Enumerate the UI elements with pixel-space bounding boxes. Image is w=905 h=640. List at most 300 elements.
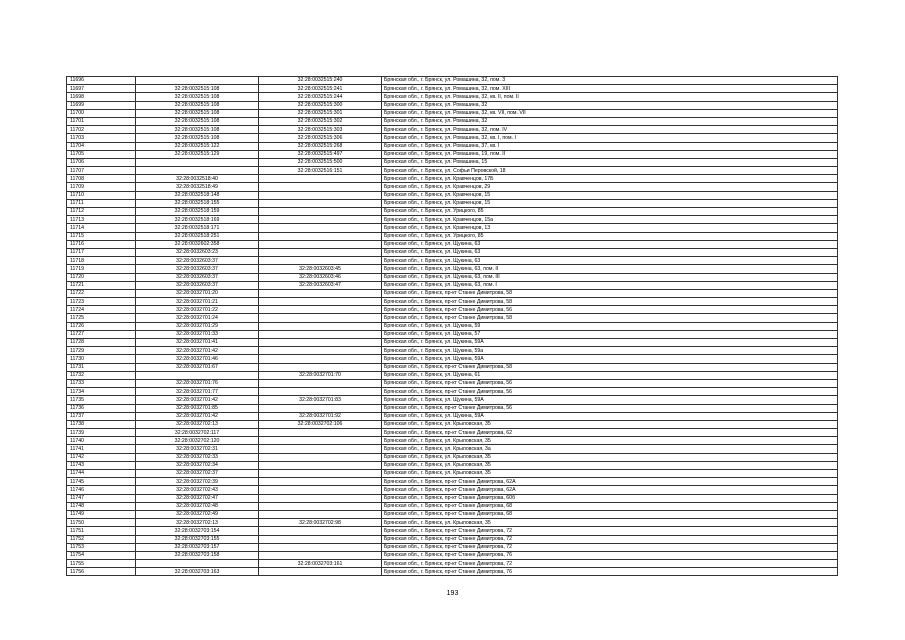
object-number-cell <box>259 232 382 240</box>
object-number-cell <box>259 478 382 486</box>
cadastral-number-cell: 32:28:0032603:37 <box>136 257 259 265</box>
object-number-cell: 32:28:0032515:268 <box>259 142 382 150</box>
table-row <box>67 224 838 232</box>
row-number-cell: 11717 <box>67 248 136 256</box>
row-number-cell: 11751 <box>67 527 136 535</box>
cadastral-number-cell: 32:28:0032701:21 <box>136 298 259 306</box>
table-row <box>67 437 838 445</box>
object-number-cell <box>259 175 382 183</box>
row-number-cell: 11728 <box>67 339 136 347</box>
cadastral-number-cell <box>136 167 259 175</box>
address-cell: Брянская обл., г. Брянск, ул. Крыловская, 35 <box>382 470 838 478</box>
table-row <box>67 158 838 166</box>
table-row <box>67 248 838 256</box>
table-row <box>67 363 838 371</box>
address-cell: Брянская обл., г. Брянск, ул. Ромашина, 19, пом. II <box>382 150 838 158</box>
address-cell: Брянская обл., г. Брянск, ул. Щукина, 63, пом. III <box>382 273 838 281</box>
object-number-cell <box>259 257 382 265</box>
table-row <box>67 330 838 338</box>
object-number-cell: 32:28:0032515:240 <box>259 77 382 85</box>
row-number-cell: 11720 <box>67 273 136 281</box>
row-number-cell: 11701 <box>67 117 136 125</box>
table-row <box>67 240 838 248</box>
object-number-cell <box>259 445 382 453</box>
cadastral-table <box>66 76 838 576</box>
object-number-cell <box>259 453 382 461</box>
cadastral-number-cell <box>136 158 259 166</box>
table-row <box>67 85 838 93</box>
table-row <box>67 298 838 306</box>
address-cell: Брянская обл., г. Брянск, ул. Урицкого, 85 <box>382 208 838 216</box>
address-cell: Брянская обл., г. Брянск, пр-кт Станке Димитрова, 60б <box>382 494 838 502</box>
object-number-cell: 32:28:0032515:301 <box>259 109 382 117</box>
row-number-cell: 11709 <box>67 183 136 191</box>
table-row <box>67 199 838 207</box>
address-cell: Брянская обл., г. Брянск, ул. Кравченцов, 13 <box>382 224 838 232</box>
cadastral-number-cell: 32:28:0032515:108 <box>136 85 259 93</box>
row-number-cell: 11698 <box>67 93 136 101</box>
table-row <box>67 527 838 535</box>
object-number-cell <box>259 437 382 445</box>
address-cell: Брянская обл., г. Брянск, ул. Ромашина, 32, пом. IV <box>382 126 838 134</box>
row-number-cell: 11711 <box>67 199 136 207</box>
row-number-cell: 11714 <box>67 224 136 232</box>
cadastral-number-cell: 32:28:0032701:42 <box>136 347 259 355</box>
cadastral-number-cell <box>136 77 259 85</box>
address-cell: Брянская обл., г. Брянск, ул. Ромашина, 32, кв. VII, пом. VII <box>382 109 838 117</box>
cadastral-number-cell: 32:28:0032701:77 <box>136 388 259 396</box>
cadastral-number-cell: 32:28:0032703:163 <box>136 568 259 576</box>
table-row <box>67 175 838 183</box>
row-number-cell: 11715 <box>67 232 136 240</box>
table-row <box>67 535 838 543</box>
table-row <box>67 208 838 216</box>
cadastral-number-cell: 32:28:0032515:129 <box>136 150 259 158</box>
address-cell: Брянская обл., г. Брянск, ул. Щукина, 59А <box>382 355 838 363</box>
object-number-cell <box>259 551 382 559</box>
address-cell: Брянская обл., г. Брянск, ул. Щукина, 59А <box>382 412 838 420</box>
table-row <box>67 470 838 478</box>
row-number-cell: 11747 <box>67 494 136 502</box>
cadastral-number-cell: 32:28:0032703:158 <box>136 551 259 559</box>
table-row <box>67 281 838 289</box>
table-row <box>67 551 838 559</box>
cadastral-number-cell: 32:28:0032701:67 <box>136 363 259 371</box>
address-cell: Брянская обл., г. Брянск, пр-кт Станке Димитрова, 56 <box>382 379 838 387</box>
cadastral-number-cell: 32:28:0032702:37 <box>136 470 259 478</box>
cadastral-number-cell: 32:28:0032703:157 <box>136 543 259 551</box>
table-row <box>67 445 838 453</box>
address-cell: Брянская обл., г. Брянск, ул. Щукина, 59 <box>382 322 838 330</box>
table-row <box>67 494 838 502</box>
table-row <box>67 77 838 85</box>
address-cell: Брянская обл., г. Брянск, ул. Крыловская, 35 <box>382 461 838 469</box>
object-number-cell <box>259 379 382 387</box>
object-number-cell <box>259 322 382 330</box>
table-row <box>67 126 838 134</box>
row-number-cell: 11727 <box>67 330 136 338</box>
row-number-cell: 11754 <box>67 551 136 559</box>
cadastral-number-cell: 32:28:0032518:148 <box>136 191 259 199</box>
address-cell: Брянская обл., г. Брянск, ул. Кравченцов, 15 <box>382 199 838 207</box>
address-cell: Брянская обл., г. Брянск, пр-кт Станке Димитрова, 56 <box>382 388 838 396</box>
object-number-cell <box>259 216 382 224</box>
row-number-cell: 11706 <box>67 158 136 166</box>
page-number: 193 <box>446 590 459 597</box>
cadastral-number-cell: 32:28:0032702:43 <box>136 486 259 494</box>
cadastral-number-cell: 32:28:0032515:108 <box>136 101 259 109</box>
object-number-cell <box>259 183 382 191</box>
cadastral-number-cell: 32:28:0032701:24 <box>136 314 259 322</box>
object-number-cell: 32:28:0032603:45 <box>259 265 382 273</box>
object-number-cell <box>259 289 382 297</box>
table-row <box>67 543 838 551</box>
row-number-cell: 11700 <box>67 109 136 117</box>
address-cell: Брянская обл., г. Брянск, ул. Щукина, 59а <box>382 347 838 355</box>
cadastral-number-cell: 32:28:0032701:20 <box>136 289 259 297</box>
object-number-cell <box>259 502 382 510</box>
address-cell: Брянская обл., г. Брянск, ул. Кравченцов, 29 <box>382 183 838 191</box>
row-number-cell: 11743 <box>67 461 136 469</box>
object-number-cell <box>259 298 382 306</box>
cadastral-number-cell: 32:28:0032515:108 <box>136 109 259 117</box>
cadastral-number-cell: 32:28:0032518:169 <box>136 216 259 224</box>
table-row <box>67 510 838 518</box>
cadastral-number-cell: 32:28:0032515:108 <box>136 134 259 142</box>
object-number-cell: 32:28:0032515:241 <box>259 85 382 93</box>
cadastral-number-cell: 32:28:0032603:23 <box>136 248 259 256</box>
cadastral-number-cell: 32:28:0032518:159 <box>136 208 259 216</box>
cadastral-number-cell: 32:28:0032518:251 <box>136 232 259 240</box>
table-row <box>67 257 838 265</box>
address-cell: Брянская обл., г. Брянск, пр-кт Станке Димитрова, 76 <box>382 551 838 559</box>
address-cell: Брянская обл., г. Брянск, пр-кт Станке Димитрова, 72 <box>382 560 838 568</box>
cadastral-number-cell: 32:28:0032518:155 <box>136 199 259 207</box>
cadastral-table-body <box>67 77 838 576</box>
cadastral-number-cell: 32:28:0032602:358 <box>136 240 259 248</box>
cadastral-number-cell: 32:28:0032701:33 <box>136 330 259 338</box>
cadastral-number-cell: 32:28:0032702:117 <box>136 429 259 437</box>
object-number-cell: 32:28:0032515:500 <box>259 158 382 166</box>
row-number-cell: 11704 <box>67 142 136 150</box>
address-cell: Брянская обл., г. Брянск, пр-кт Станке Димитрова, 58 <box>382 298 838 306</box>
object-number-cell: 32:28:0032603:46 <box>259 273 382 281</box>
address-cell: Брянская обл., г. Брянск, ул. Щукина, 63 <box>382 257 838 265</box>
row-number-cell: 11703 <box>67 134 136 142</box>
row-number-cell: 11734 <box>67 388 136 396</box>
table-row <box>67 404 838 412</box>
address-cell: Брянская обл., г. Брянск, ул. Кравченцов, 15а <box>382 216 838 224</box>
cadastral-number-cell <box>136 560 259 568</box>
cadastral-number-cell: 32:28:0032702:120 <box>136 437 259 445</box>
address-cell: Брянская обл., г. Брянск, ул. Ромашина, 32, кв. II, пом. II <box>382 93 838 101</box>
cadastral-number-cell: 32:28:0032603:37 <box>136 273 259 281</box>
cadastral-number-cell: 32:28:0032518:171 <box>136 224 259 232</box>
row-number-cell: 11710 <box>67 191 136 199</box>
address-cell: Брянская обл., г. Брянск, ул. Щукина, 57 <box>382 330 838 338</box>
table-row <box>67 420 838 428</box>
object-number-cell <box>259 388 382 396</box>
object-number-cell <box>259 429 382 437</box>
address-cell: Брянская обл., г. Брянск, пр-кт Станке Димитрова, 62 <box>382 429 838 437</box>
row-number-cell: 11707 <box>67 167 136 175</box>
object-number-cell <box>259 339 382 347</box>
table-row <box>67 486 838 494</box>
cadastral-number-cell: 32:28:0032515:122 <box>136 142 259 150</box>
row-number-cell: 11738 <box>67 420 136 428</box>
table-row <box>67 306 838 314</box>
row-number-cell: 11725 <box>67 314 136 322</box>
object-number-cell: 32:28:0032515:300 <box>259 101 382 109</box>
cadastral-number-cell: 32:28:0032701:46 <box>136 355 259 363</box>
table-row <box>67 93 838 101</box>
row-number-cell: 11724 <box>67 306 136 314</box>
address-cell: Брянская обл., г. Брянск, пр-кт Станке Димитрова, 76 <box>382 568 838 576</box>
address-cell: Брянская обл., г. Брянск, ул. Ромашина, 32 <box>382 117 838 125</box>
address-cell: Брянская обл., г. Брянск, ул. Крыловская, 35 <box>382 420 838 428</box>
row-number-cell: 11719 <box>67 265 136 273</box>
cadastral-number-cell: 32:28:0032702:13 <box>136 519 259 527</box>
address-cell: Брянская обл., г. Брянск, пр-кт Станке Димитрова, 68 <box>382 502 838 510</box>
table-row <box>67 339 838 347</box>
row-number-cell: 11716 <box>67 240 136 248</box>
address-cell: Брянская обл., г. Брянск, ул. Щукина, 63 <box>382 248 838 256</box>
address-cell: Брянская обл., г. Брянск, пр-кт Станке Димитрова, 62А <box>382 478 838 486</box>
object-number-cell <box>259 486 382 494</box>
row-number-cell: 11737 <box>67 412 136 420</box>
object-number-cell <box>259 461 382 469</box>
cadastral-number-cell: 32:28:0032702:34 <box>136 461 259 469</box>
cadastral-number-cell: 32:28:0032603:37 <box>136 265 259 273</box>
row-number-cell: 11722 <box>67 289 136 297</box>
table-row <box>67 568 838 576</box>
address-cell: Брянская обл., г. Брянск, ул. Ромашина, 37, кв. I <box>382 142 838 150</box>
row-number-cell: 11702 <box>67 126 136 134</box>
object-number-cell <box>259 527 382 535</box>
table-row <box>67 355 838 363</box>
cadastral-number-cell: 32:28:0032701:29 <box>136 322 259 330</box>
cadastral-number-cell: 32:28:0032515:108 <box>136 93 259 101</box>
address-cell: Брянская обл., г. Брянск, ул. Ромашина, 32, пом. 3 <box>382 77 838 85</box>
row-number-cell: 11733 <box>67 379 136 387</box>
object-number-cell <box>259 347 382 355</box>
object-number-cell <box>259 363 382 371</box>
table-row <box>67 453 838 461</box>
row-number-cell: 11739 <box>67 429 136 437</box>
cadastral-number-cell <box>136 371 259 379</box>
row-number-cell: 11729 <box>67 347 136 355</box>
address-cell: Брянская обл., г. Брянск, пр-кт Станке Димитрова, 68 <box>382 510 838 518</box>
object-number-cell: 32:28:0032516:151 <box>259 167 382 175</box>
address-cell: Брянская обл., г. Брянск, ул. Щукина, 59А <box>382 396 838 404</box>
row-number-cell: 11745 <box>67 478 136 486</box>
cadastral-number-cell: 32:28:0032702:13 <box>136 420 259 428</box>
table-row <box>67 150 838 158</box>
address-cell: Брянская обл., г. Брянск, ул. Щукина, 63, пом. II <box>382 265 838 273</box>
cadastral-number-cell: 32:28:0032702:33 <box>136 453 259 461</box>
address-cell: Брянская обл., г. Брянск, пр-кт Станке Димитрова, 72 <box>382 527 838 535</box>
cadastral-number-cell: 32:28:0032518:40 <box>136 175 259 183</box>
row-number-cell: 11741 <box>67 445 136 453</box>
address-cell: Брянская обл., г. Брянск, пр-кт Станке Димитрова, 72 <box>382 543 838 551</box>
object-number-cell <box>259 224 382 232</box>
cadastral-number-cell: 32:28:0032701:41 <box>136 339 259 347</box>
address-cell: Брянская обл., г. Брянск, ул. Урицкого, 85 <box>382 232 838 240</box>
object-number-cell <box>259 510 382 518</box>
object-number-cell <box>259 535 382 543</box>
table-row <box>67 183 838 191</box>
table-row <box>67 379 838 387</box>
table-row <box>67 347 838 355</box>
cadastral-number-cell: 32:28:0032518:49 <box>136 183 259 191</box>
table-row <box>67 101 838 109</box>
address-cell: Брянская обл., г. Брянск, ул. Ромашина, 32, кв. I, пом. I <box>382 134 838 142</box>
row-number-cell: 11746 <box>67 486 136 494</box>
cadastral-number-cell: 32:28:0032701:85 <box>136 404 259 412</box>
object-number-cell: 32:28:0032603:47 <box>259 281 382 289</box>
row-number-cell: 11730 <box>67 355 136 363</box>
cadastral-number-cell: 32:28:0032515:108 <box>136 117 259 125</box>
cadastral-number-cell: 32:28:0032703:155 <box>136 535 259 543</box>
address-cell: Брянская обл., г. Брянск, ул. Кравченцов, 15 <box>382 191 838 199</box>
table-row <box>67 429 838 437</box>
row-number-cell: 11697 <box>67 85 136 93</box>
cadastral-number-cell: 32:28:0032702:47 <box>136 494 259 502</box>
table-row <box>67 216 838 224</box>
table-row <box>67 388 838 396</box>
object-number-cell <box>259 355 382 363</box>
table-row <box>67 109 838 117</box>
row-number-cell: 11744 <box>67 470 136 478</box>
cadastral-number-cell: 32:28:0032701:42 <box>136 412 259 420</box>
address-cell: Брянская обл., г. Брянск, ул. Софьи Перовской, 18 <box>382 167 838 175</box>
table-row <box>67 273 838 281</box>
row-number-cell: 11699 <box>67 101 136 109</box>
address-cell: Брянская обл., г. Брянск, ул. Крыловская, 35 <box>382 437 838 445</box>
object-number-cell <box>259 543 382 551</box>
address-cell: Брянская обл., г. Брянск, пр-кт Станке Димитрова, 58 <box>382 363 838 371</box>
table-row <box>67 191 838 199</box>
table-row <box>67 134 838 142</box>
cadastral-number-cell: 32:28:0032703:154 <box>136 527 259 535</box>
table-row <box>67 396 838 404</box>
object-number-cell <box>259 314 382 322</box>
address-cell: Брянская обл., г. Брянск, ул. Крыловская, 3а <box>382 445 838 453</box>
address-cell: Брянская обл., г. Брянск, пр-кт Станке Димитрова, 58 <box>382 289 838 297</box>
table-row <box>67 412 838 420</box>
object-number-cell: 32:28:0032703:161 <box>259 560 382 568</box>
cadastral-number-cell: 32:28:0032702:48 <box>136 502 259 510</box>
object-number-cell: 32:28:0032515:497 <box>259 150 382 158</box>
table-row <box>67 289 838 297</box>
address-cell: Брянская обл., г. Брянск, ул. Ромашина, 32, пом. XIII <box>382 85 838 93</box>
row-number-cell: 11736 <box>67 404 136 412</box>
cadastral-number-cell: 32:28:0032702:31 <box>136 445 259 453</box>
object-number-cell: 32:28:0032701:92 <box>259 412 382 420</box>
object-number-cell <box>259 494 382 502</box>
object-number-cell: 32:28:0032702:106 <box>259 420 382 428</box>
object-number-cell <box>259 248 382 256</box>
cadastral-number-cell: 32:28:0032701:22 <box>136 306 259 314</box>
address-cell: Брянская обл., г. Брянск, пр-кт Станке Димитрова, 58 <box>382 314 838 322</box>
address-cell: Брянская обл., г. Брянск, ул. Крыловская, 35 <box>382 519 838 527</box>
row-number-cell: 11708 <box>67 175 136 183</box>
address-cell: Брянская обл., г. Брянск, ул. Крыловская, 35 <box>382 453 838 461</box>
object-number-cell <box>259 404 382 412</box>
cadastral-number-cell: 32:28:0032515:108 <box>136 126 259 134</box>
object-number-cell: 32:28:0032515:302 <box>259 117 382 125</box>
row-number-cell: 11749 <box>67 510 136 518</box>
object-number-cell <box>259 208 382 216</box>
address-cell: Брянская обл., г. Брянск, ул. Ромашина, 15 <box>382 158 838 166</box>
row-number-cell: 11726 <box>67 322 136 330</box>
cadastral-number-cell: 32:28:0032603:37 <box>136 281 259 289</box>
row-number-cell: 11731 <box>67 363 136 371</box>
object-number-cell <box>259 470 382 478</box>
address-cell: Брянская обл., г. Брянск, ул. Щукина, 59А <box>382 339 838 347</box>
table-row <box>67 117 838 125</box>
table-row <box>67 502 838 510</box>
table-row <box>67 167 838 175</box>
object-number-cell <box>259 568 382 576</box>
row-number-cell: 11705 <box>67 150 136 158</box>
address-cell: Брянская обл., г. Брянск, ул. Ромашина, 32 <box>382 101 838 109</box>
address-cell: Брянская обл., г. Брянск, пр-кт Станке Димитрова, 62А <box>382 486 838 494</box>
row-number-cell: 11712 <box>67 208 136 216</box>
table-row <box>67 371 838 379</box>
table-row <box>67 265 838 273</box>
address-cell: Брянская обл., г. Брянск, пр-кт Станке Димитрова, 56 <box>382 404 838 412</box>
address-cell: Брянская обл., г. Брянск, пр-кт Станке Димитрова, 56 <box>382 306 838 314</box>
address-cell: Брянская обл., г. Брянск, пр-кт Станке Димитрова, 72 <box>382 535 838 543</box>
object-number-cell: 32:28:0032701:83 <box>259 396 382 404</box>
table-row <box>67 519 838 527</box>
row-number-cell: 11748 <box>67 502 136 510</box>
object-number-cell <box>259 306 382 314</box>
object-number-cell: 32:28:0032515:306 <box>259 134 382 142</box>
address-cell: Брянская обл., г. Брянск, ул. Щукина, 63, пом. I <box>382 281 838 289</box>
object-number-cell <box>259 191 382 199</box>
address-cell: Брянская обл., г. Брянск, ул. Щукина, 61 <box>382 371 838 379</box>
row-number-cell: 11732 <box>67 371 136 379</box>
object-number-cell: 32:28:0032701:70 <box>259 371 382 379</box>
table-row <box>67 560 838 568</box>
row-number-cell: 11752 <box>67 535 136 543</box>
cadastral-number-cell: 32:28:0032702:39 <box>136 478 259 486</box>
cadastral-number-cell: 32:28:0032701:76 <box>136 379 259 387</box>
table-row <box>67 314 838 322</box>
row-number-cell: 11713 <box>67 216 136 224</box>
address-cell: Брянская обл., г. Брянск, ул. Щукина, 63 <box>382 240 838 248</box>
row-number-cell: 11750 <box>67 519 136 527</box>
row-number-cell: 11740 <box>67 437 136 445</box>
row-number-cell: 11753 <box>67 543 136 551</box>
table-row <box>67 461 838 469</box>
object-number-cell <box>259 240 382 248</box>
row-number-cell: 11723 <box>67 298 136 306</box>
table-row <box>67 478 838 486</box>
table-row <box>67 322 838 330</box>
row-number-cell: 11696 <box>67 77 136 85</box>
object-number-cell <box>259 199 382 207</box>
object-number-cell <box>259 330 382 338</box>
object-number-cell: 32:28:0032515:303 <box>259 126 382 134</box>
row-number-cell: 11721 <box>67 281 136 289</box>
object-number-cell: 32:28:0032702:98 <box>259 519 382 527</box>
cadastral-number-cell: 32:28:0032701:42 <box>136 396 259 404</box>
table-row <box>67 232 838 240</box>
cadastral-number-cell: 32:28:0032702:49 <box>136 510 259 518</box>
